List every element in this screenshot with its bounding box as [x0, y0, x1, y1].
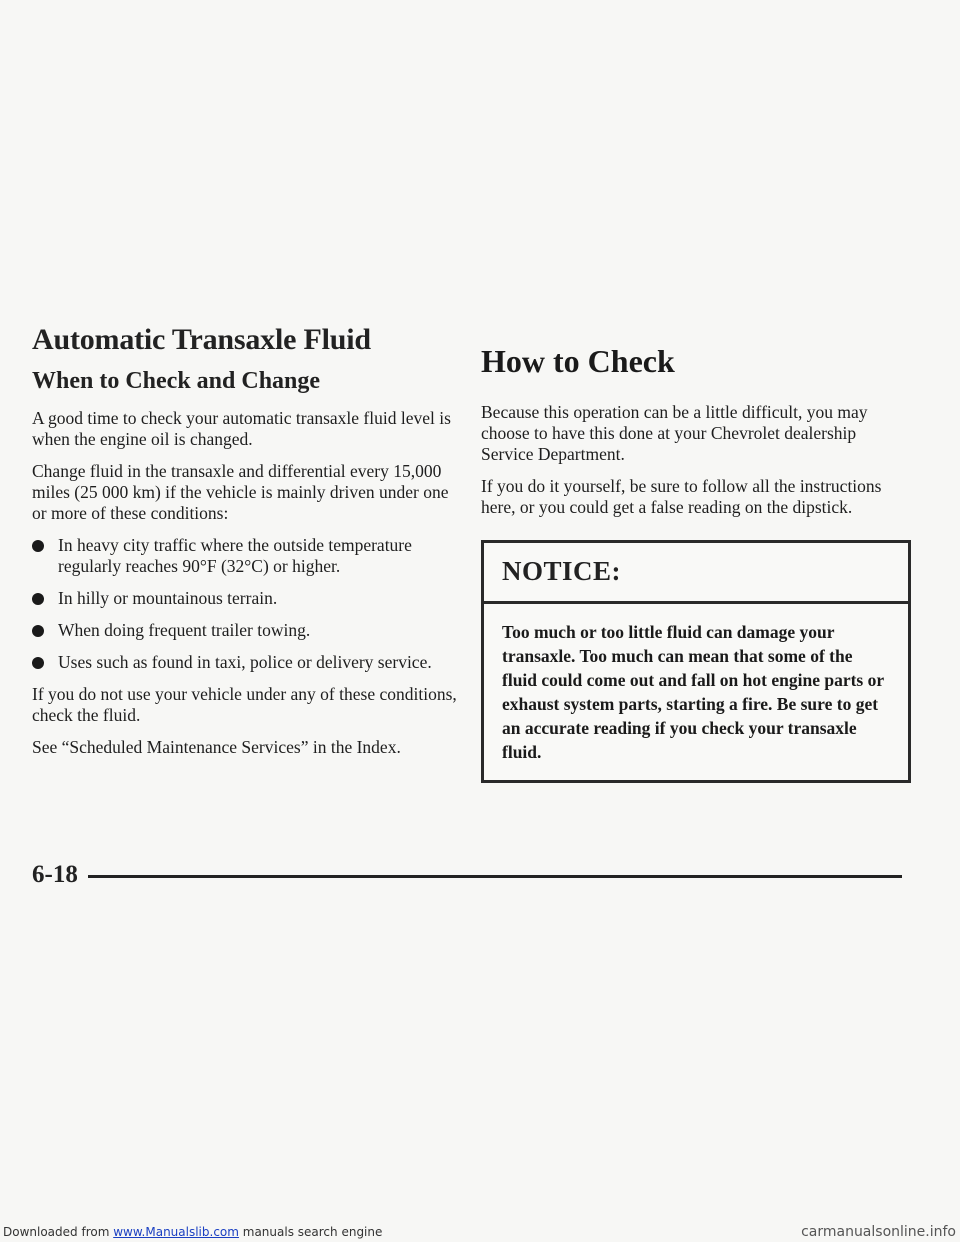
list-item-text: In hilly or mountainous terrain.: [58, 588, 278, 608]
paragraph-other-conditions: If you do not use your vehicle under any of these conditions, check the fluid.: [32, 684, 457, 725]
paragraph-check-timing: A good time to check your automatic transaxle fluid level is when the engine oil is changed.: [32, 408, 451, 449]
right-column: [481, 322, 911, 783]
page-number: 6-18: [32, 861, 78, 888]
paragraph-change-interval: Change fluid in the transaxle and differential every 15,000 miles (25 000 km) if the vehicle is mainly driven under one or more of these conditions:: [32, 461, 449, 523]
paragraph-dealer: Because this operation can be a little difficult, you may choose to have this done at your Chevrolet dealership Service Department.: [481, 401, 868, 464]
watermark-text: carmanualsonline.info: [801, 1224, 956, 1240]
banner-text: [0, 1225, 382, 1239]
bullet-icon: [32, 657, 44, 669]
left-column: [32, 322, 457, 769]
notice-header: [484, 543, 908, 604]
paragraph-see-index: See “Scheduled Maintenance Services” in the Index.: [32, 737, 401, 757]
how-to-check-title: How to Check: [481, 343, 675, 380]
list-item-text: When doing frequent trailer towing.: [58, 620, 311, 640]
paragraph-do-it-yourself: If you do it yourself, be sure to follow all the instructions here, or you could get a false reading on the dipstick.: [481, 475, 882, 517]
list-item: [32, 535, 457, 577]
list-item: [32, 588, 457, 609]
bullet-icon: [32, 540, 44, 552]
footer-rule: [88, 875, 902, 878]
subsection-title: When to Check and Change: [32, 368, 321, 394]
notice-body: Too much or too little fluid can damage your transaxle. Too much can mean that some of the fluid could come out and fall on hot engine parts or exhaust system parts, starting a fire. Be sure to get an accurate reading if you check your transaxle fluid.: [502, 621, 884, 762]
notice-heading: NOTICE:: [502, 556, 622, 587]
list-item-text: In heavy city traffic where the outside temperature regularly reaches 90°F (32°C) or higher.: [58, 535, 412, 576]
banner-prefix: Downloaded from: [3, 1225, 114, 1239]
download-banner: [0, 1222, 960, 1242]
bullet-icon: [32, 625, 44, 637]
banner-suffix: manuals search engine: [238, 1225, 383, 1239]
list-item: [32, 652, 457, 673]
list-item: [32, 620, 457, 641]
list-item-text: Uses such as found in taxi, police or delivery service.: [58, 652, 432, 672]
conditions-list: [32, 535, 457, 673]
section-title: Automatic Transaxle Fluid: [32, 323, 371, 356]
manualslib-link[interactable]: www.Manualslib.com: [113, 1225, 239, 1239]
bullet-icon: [32, 593, 44, 605]
page-footer: [32, 860, 902, 890]
notice-box: [481, 540, 911, 783]
